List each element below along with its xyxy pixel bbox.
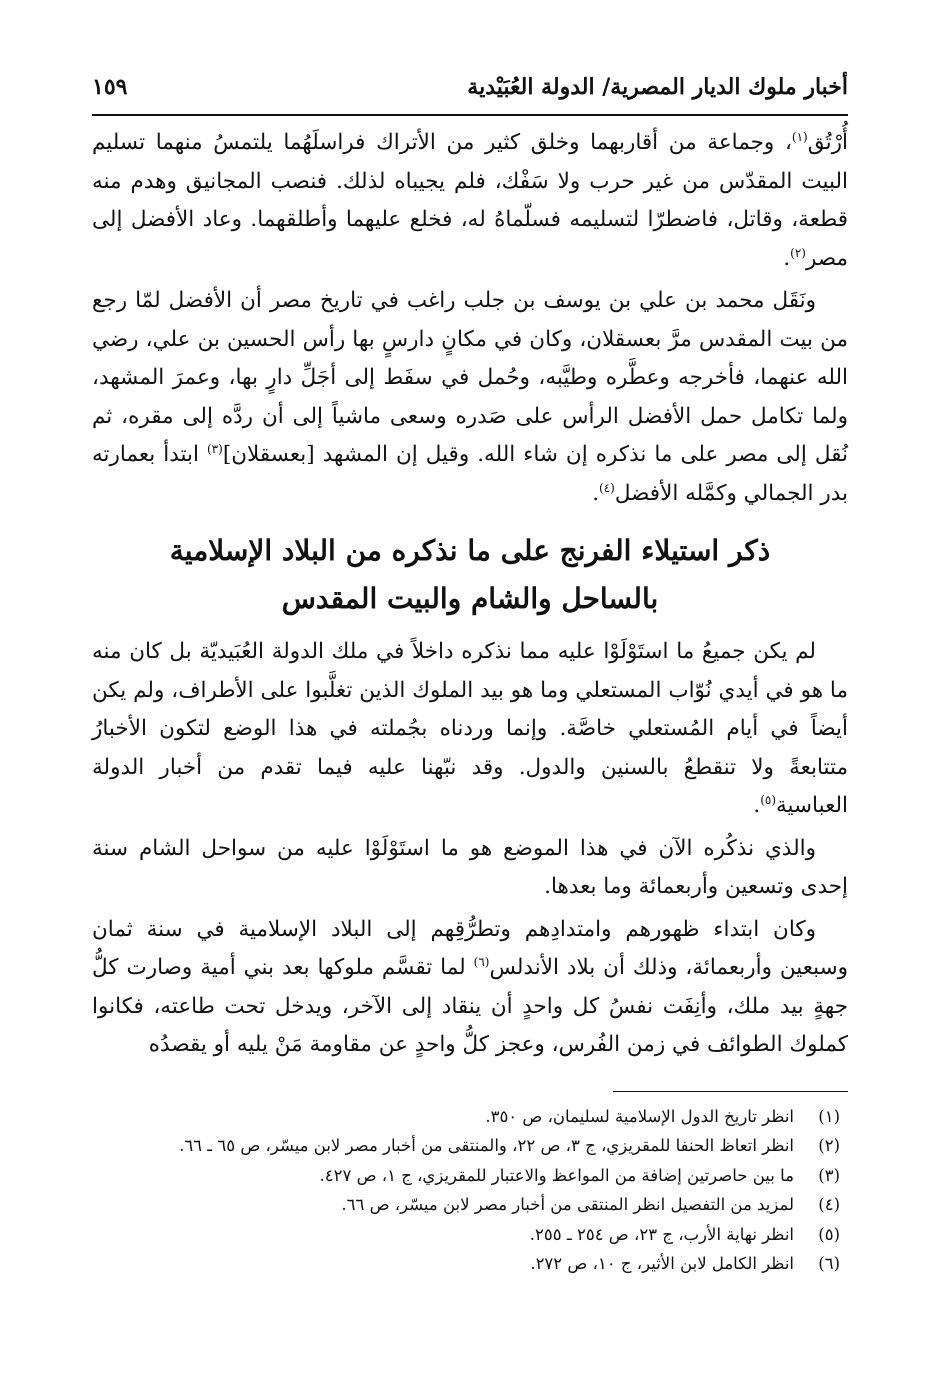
section-title-line-2: بالساحل والشام والبيت المقدس (281, 582, 659, 615)
section-title-line-1: ذكر استيلاء الفرنج على ما نذكره من البلاد الإسلامية (169, 534, 771, 567)
paragraph-4 (92, 830, 848, 907)
section-title (92, 527, 848, 623)
footnote-number: (١) (818, 1106, 840, 1126)
footnote-text: انظر تاريخ الدول الإسلامية لسليمان، ص ٣٥٠. (485, 1106, 794, 1126)
footnote-text: انظر اتعاظ الحنفا للمقريزي، ج ٣، ص ٢٢، والمنتقى من أخبار مصر لابن ميسّر، ص ٦٥ ـ ٦٦. (179, 1136, 794, 1155)
footnote-item (92, 1220, 840, 1250)
footnote-number: (٣) (818, 1165, 840, 1185)
footnote-item (92, 1190, 840, 1220)
paragraph-text: . (592, 480, 600, 506)
footnote-text: انظر الكامل لابن الأثير، ج ١٠، ص ٢٧٢. (530, 1254, 794, 1273)
running-title: أخبار ملوك الديار المصرية/ الدولة العُبَيْدية (467, 74, 848, 100)
footnote-ref: (٤) (599, 480, 615, 495)
paragraph-text: ابتدأ بعمارته بدر الجمالي وكمَّله الأفضل (92, 442, 848, 506)
paragraph-text: والذي نذكُره الآن في هذا الموضع هو ما استَوْلَوْا عليه من سواحل الشام سنة إحدى وتسعين وأربعمائة وما بعدها. (92, 835, 848, 899)
paragraph-text: . (753, 793, 761, 818)
page-number: ١٥٩ (92, 74, 128, 100)
footnote-text: لمزيد من التفصيل انظر المنتقى من أخبار مصر لابن ميسّر، ص ٦٦. (341, 1195, 794, 1214)
footnote-number: (٥) (818, 1224, 840, 1244)
footnote-ref: (٦) (473, 954, 490, 969)
running-header (92, 70, 848, 116)
footnote-item (92, 1161, 840, 1191)
footnote-number: (٤) (818, 1195, 840, 1214)
footnote-ref: (٣) (206, 441, 223, 456)
paragraph-text: وكان ابتداء ظهورهم وامتدادِهم وتطرُّقِهم إلى البلاد الإسلامية في سنة ثمان وسبعين وأربعمائة، وذلك أن بلاد الأندلس (92, 916, 848, 980)
footnote-ref: (٥) (760, 792, 777, 807)
book-page (92, 70, 848, 1279)
paragraph-text: أُرْتُق (807, 130, 848, 155)
paragraph-text: . (783, 245, 791, 271)
paragraph-3 (92, 633, 848, 826)
paragraph-text: لم يكن جميعُ ما استَوْلَوْا عليه مما نذكره داخلاً في ملك الدولة العُبَيديّة بل كان منه ما هو في أيدي نُوّاب المستعلي وما هو بيد الملوك الذين تغلَّبوا على الأطراف، ولم يكن أيضاً في أيام المُستعلي خاصَّة. وإنما وردناه بجُملته في هذا الوضع لتكون الأخبارُ متتابعةً ولا تنقطعُ بالسنين والدول. وقد نبّهنا عليه فيما تقدم من أخبار الدولة العباسية (92, 639, 848, 818)
footnote-ref: (١) (791, 129, 808, 144)
footnotes-list (92, 1102, 848, 1279)
paragraph-text: ، وجماعة من أقاربهما وخلق كثير من الأتراك فراسلَهُما يلتمسُ منهما تسليم البيت المقدّس من غير حرب ولا سَفْك، فلم يجيباه لذلك. فنصب المجانيق وهدم منه قطعة، وقاتل، فاضطرّا لتسليمه فسلّماهُ له، فخلع عليهما وأطلقهما. وعاد الأفضل إلى مصر (92, 130, 848, 271)
body-text (92, 124, 848, 1065)
footnote-ref: (٢) (790, 245, 806, 260)
footnote-item (92, 1249, 840, 1279)
footnote-item (92, 1131, 840, 1161)
footnote-number: (٢) (818, 1136, 840, 1155)
footnote-text: انظر نهاية الأرب، ج ٢٣، ص ٢٥٤ ـ ٢٥٥. (529, 1224, 794, 1244)
paragraph-2 (92, 282, 848, 513)
paragraph-text: لما تقسَّم ملوكها بعد بني أمية وصارت كلُّ جهةٍ بيد ملك، وأنِفَت نفسُ كل واحدٍ أن ينقاد إلى الآخر، ويدخل تحت طاعته، فكانوا كملوك الطوائف في زمن الفُرس، وعجز كلُّ واحدٍ عن مقاومة مَنْ يليه أو يقصدُه (92, 955, 848, 1057)
footnote-text: ما بين حاصرتين إضافة من المواعظ والاعتبار للمقريزي، ج ١، ص ٤٢٧. (319, 1165, 794, 1185)
footnote-divider (613, 1091, 848, 1092)
footnote-number: (٦) (818, 1254, 840, 1273)
paragraph-1 (92, 124, 848, 278)
paragraph-text: ونَقَل محمد بن علي بن يوسف بن جلب راغب في تاريخ مصر أن الأفضل لمّا رجع من بيت المقدس مرَّ بعسقلان، وكان في مكانٍ دارسٍ بها رأس الحسين بن علي، رضي الله عنهما، فأخرجه وعطَّره وطيَّبه، وحُمل في سفَط إلى أجَلِّ دارٍ بها، وعمرَ المشهد، ولما تكامل حمل الأفضل الرأس على صَدره وسعى ماشياً إلى أن ردَّه إلى مقره، ثم نُقل إلى مصر على ما نذكره إن شاء الله. وقيل إن المشهد [بعسقلان] (92, 288, 848, 467)
footnote-item (92, 1102, 840, 1132)
paragraph-5 (92, 911, 848, 1065)
